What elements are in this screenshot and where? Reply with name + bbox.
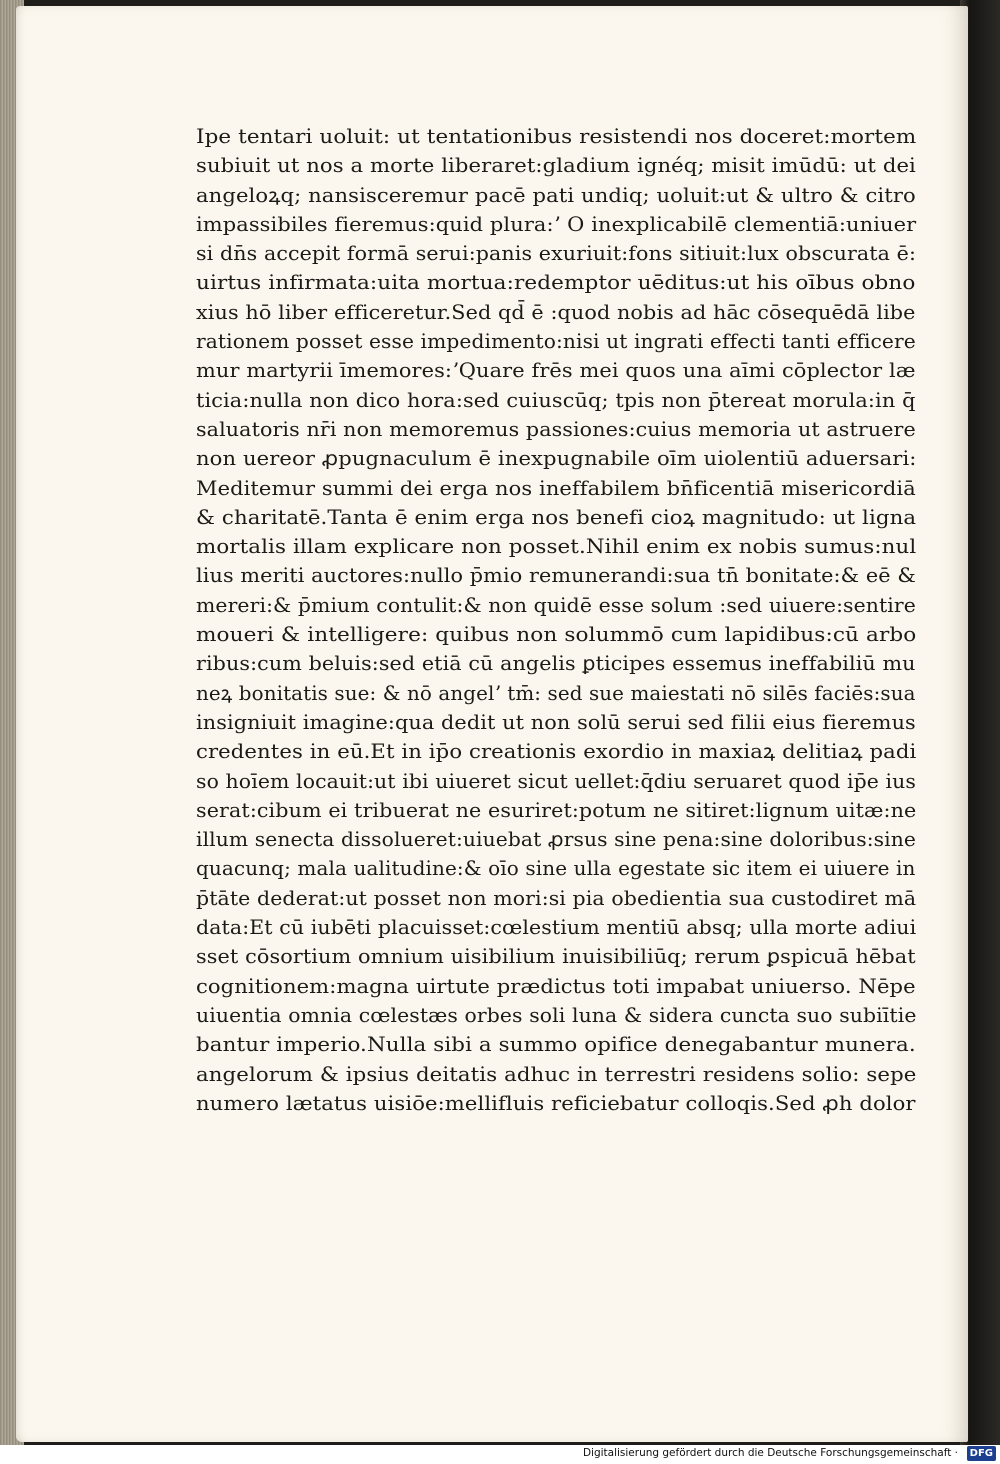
text-line: xius hō liber efficeretur.Sed qd̄ ē :quod nobis ad hāc cōsequēdā libe <box>196 300 916 324</box>
text-line: angeloꝝq; nansisceremur pacē pati undiq; uoluit:ut & ultro & citro <box>196 183 916 207</box>
dfg-logo: DFG <box>967 1446 996 1461</box>
text-line: ticia:nulla non dico hora:sed cuiuscūq; tpis non p̄tereat morula:in q̄ <box>196 388 916 412</box>
text-line: mortalis illam explicare non posset.Nihil enim ex nobis sumus:nul <box>196 535 917 559</box>
text-line: insigniuit imagine:qua dedit ut non solū serui sed filii eius fieremus <box>196 710 916 734</box>
text-line: illum senecta dissolueret:uiuebat ꝓrsus sine pena:sine doloribus:sine <box>196 828 916 852</box>
text-line: bantur imperio.Nulla sibi a summo opifice denegabantur munera. <box>196 1033 916 1057</box>
text-line: angelorum & ipsius deitatis adhuc in terrestri residens solio: sepe <box>196 1062 917 1086</box>
text-line: saluatoris nr̄i non memoremus passiones:cuius memoria ut astruere <box>196 417 916 441</box>
text-line: lius meriti auctores:nullo p̄mio remunerandi:sua tn̄ bonitate:& eē & <box>196 564 916 588</box>
text-line: data:Et cū iubēti placuisset:cœlestium mentiū absq; ulla morte adiui <box>196 916 917 940</box>
text-line: Ipe tentari uoluit: ut tentationibus resistendi nos doceret:mortem <box>196 125 917 148</box>
text-line: serat:cibum ei tribuerat ne esuriret:potum ne sitiret:lignum uitæ:ne <box>196 798 917 822</box>
text-line: ribus:cum beluis:sed etiā cū angelis ꝑticipes essemus ineffabiliū mu <box>196 652 916 676</box>
funding-credit: Digitalisierung gefördert durch die Deutsche Forschungsgemeinschaft · <box>582 1447 958 1459</box>
text-line: uirtus infirmata:uita mortua:redemptor uēditus:ut his oībus obno <box>196 271 916 295</box>
text-line: numero lætatus uisiōe:mellifluis reficiebatur colloqis.Sed ꝓh dolor <box>196 1091 916 1115</box>
text-line: rationem posset esse impedimento:nisi ut ingrati effecti tanti efficere <box>196 330 916 354</box>
text-line: subiuit ut nos a morte liberaret:gladium ignéq; misit imūdū: ut dei <box>196 154 916 178</box>
text-line: sset cōsortium omnium uisibilium inuisibiliūq; rerum ꝑspicuā hēbat <box>196 945 916 969</box>
text-line: neꝝ bonitatis sue: & nō angelʼ tm̄: sed sue maiestati nō silēs faciēs:sua <box>196 681 916 705</box>
text-line: Meditemur summi dei erga nos ineffabilem bn̄ficentiā misericordiā <box>196 476 916 500</box>
text-line: moueri & intelligere: quibus non solummō cum lapidibus:cū arbo <box>196 623 917 647</box>
text-line: cognitionem:magna uirtute prædictus toti impabat uniuerso. Nēpe <box>196 974 916 998</box>
page-text-block <box>196 122 916 1118</box>
footer-bar <box>0 1445 1000 1464</box>
book-page <box>16 6 968 1442</box>
text-line: mur martyrii īmemores:ʼQuare frēs mei quos una aīmi cōplector læ <box>196 359 916 383</box>
text-line: non uereor ꝓpugnaculum ē inexpugnabile oīm uiolentiū aduersari: <box>196 447 917 471</box>
text-line: uiuentia omnia cœlestæs orbes soli luna & sidera cuncta suo subiītie <box>196 1003 917 1027</box>
text-line: p̄tāte dederat:ut posset non mori:si pia obedientia sua custodiret mā <box>196 886 917 910</box>
text-line: si dn̄s accepit formā serui:panis exuriuit:fons sitiuit:lux obscurata ē: <box>196 242 917 266</box>
text-line: so hoīem locauit:ut ibi uiueret sicut uellet:q̄diu seruaret quod ip̄e ius <box>196 769 916 793</box>
text-line: mereri:& p̄mium contulit:& non quidē esse solum :sed uiuere:sentire <box>196 593 916 617</box>
text-line: credentes in eū.Et in ip̄o creationis exordio in maxiaꝝ delitiaꝝ padi <box>196 740 917 764</box>
text-line: quacunq; mala ualitudine:& oīo sine ulla egestate sic item ei uiuere in <box>196 857 916 881</box>
text-line: impassibiles fieremus:quid plura:ʼ O inexplicabilē clementiā:uniuer <box>196 212 917 236</box>
text-line: & charitatē.Tanta ē enim erga nos benefi cioꝝ magnitudo: ut ligna <box>196 505 917 529</box>
